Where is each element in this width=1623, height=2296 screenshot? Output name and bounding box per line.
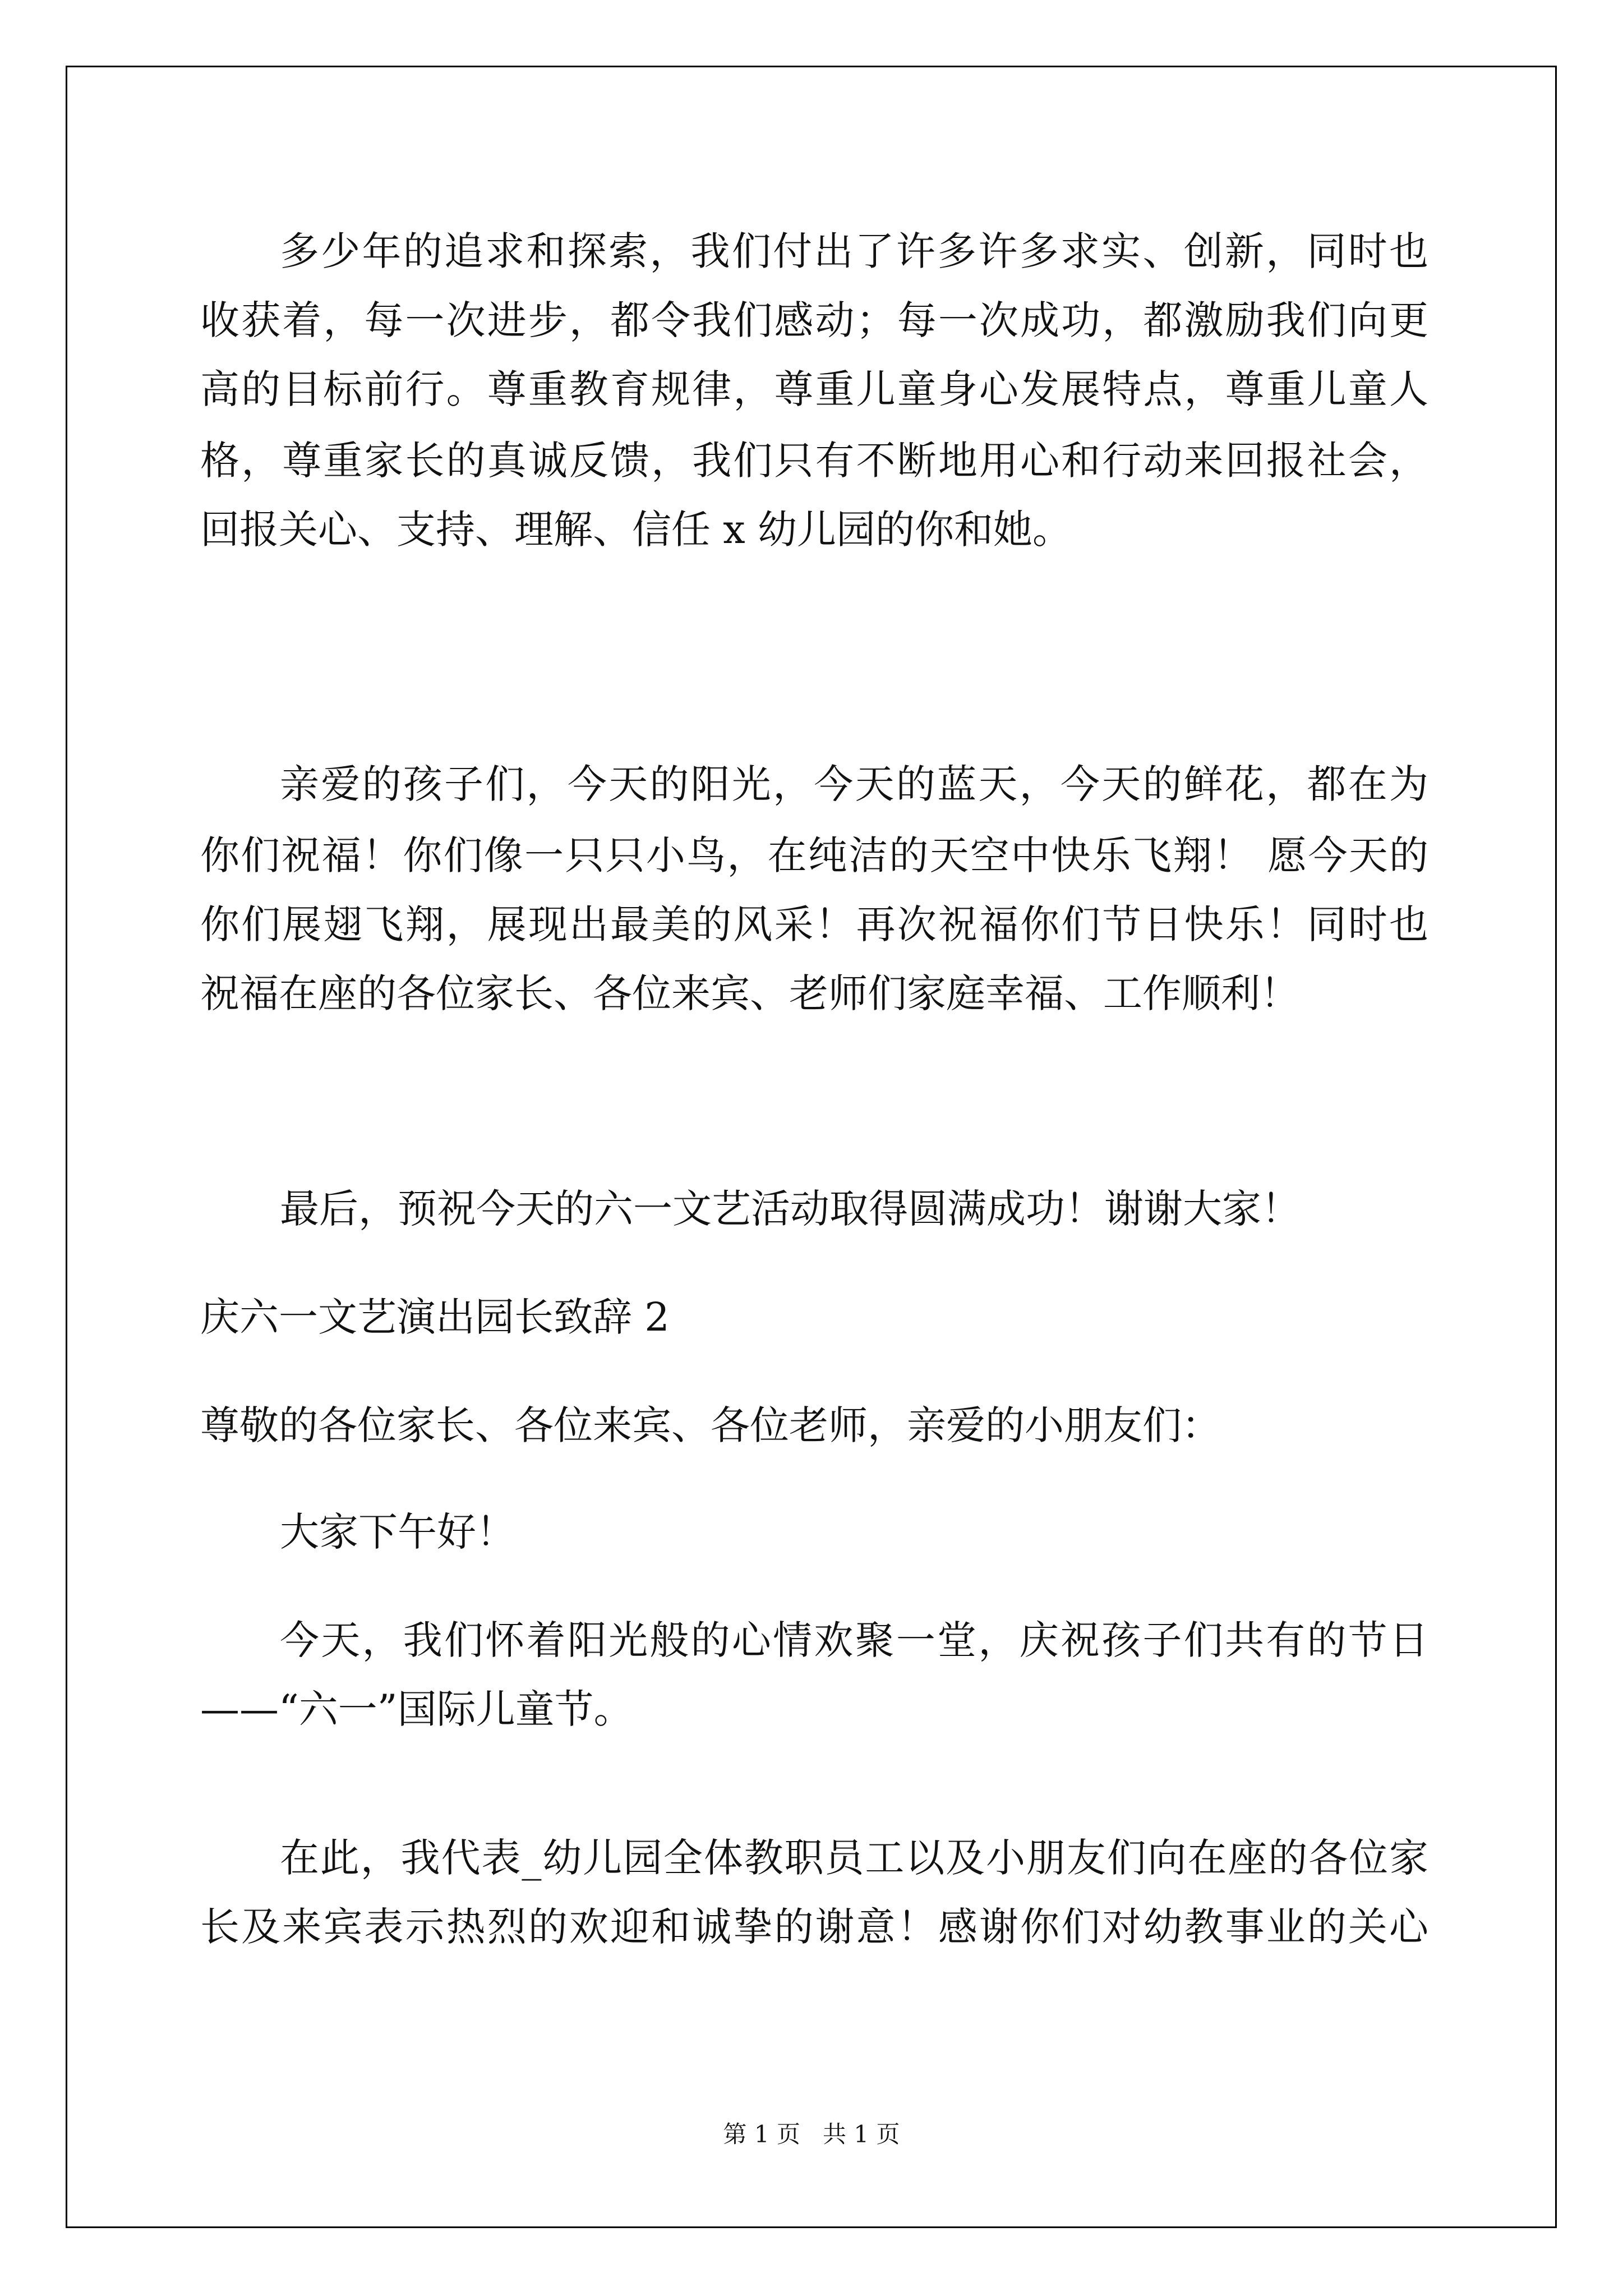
paragraph-line: ——“六一”国际儿童节。 bbox=[200, 1686, 633, 1732]
paragraph-line: 收获着，每一次进步，都令我们感动；每一次成功，都激励我们向更 bbox=[200, 297, 1428, 343]
paragraph-line: 格，尊重家长的真诚反馈，我们只有不断地用心和行动来回报社会， bbox=[200, 438, 1428, 484]
paragraph-line: 你们祝福！你们像一只只小鸟，在纯洁的天空中快乐飞翔！ 愿今天的 bbox=[200, 832, 1428, 878]
paragraph-line: 长及来宾表示热烈的欢迎和诚挚的谢意！感谢你们对幼教事业的关心 bbox=[200, 1904, 1428, 1950]
greeting-line: 大家下午好！ bbox=[280, 1509, 515, 1555]
paragraph-line: 最后，预祝今天的六一文艺活动取得圆满成功！谢谢大家！ bbox=[280, 1186, 1301, 1232]
paragraph-line: 回报关心、支持、理解、信任 x 幼儿园的你和她。 bbox=[200, 507, 1072, 553]
paragraph-line: 祝福在座的各位家长、各位来宾、老师们家庭幸福、工作顺利！ bbox=[200, 970, 1299, 1016]
paragraph-line: 高的目标前行。尊重教育规律，尊重儿童身心发展特点，尊重儿童人 bbox=[200, 366, 1428, 412]
page-footer: 第 1 页 共 1 页 bbox=[723, 2120, 900, 2148]
section-title: 庆六一文艺演出园长致辞 2 bbox=[200, 1294, 670, 1340]
paragraph-line: 多少年的追求和探索，我们付出了许多许多求实、创新，同时也 bbox=[280, 228, 1428, 274]
paragraph-line: 在此，我代表_幼儿园全体教职员工以及小朋友们向在座的各位家 bbox=[280, 1835, 1428, 1881]
paragraph-line: 你们展翅飞翔，展现出最美的风采！再次祝福你们节日快乐！同时也 bbox=[200, 901, 1428, 947]
salutation-line: 尊敬的各位家长、各位来宾、各位老师，亲爱的小朋友们： bbox=[200, 1402, 1221, 1448]
paragraph-line: 亲爱的孩子们，今天的阳光，今天的蓝天，今天的鲜花，都在为 bbox=[280, 761, 1428, 807]
paragraph-line: 今天，我们怀着阳光般的心情欢聚一堂，庆祝孩子们共有的节日 bbox=[280, 1617, 1428, 1663]
